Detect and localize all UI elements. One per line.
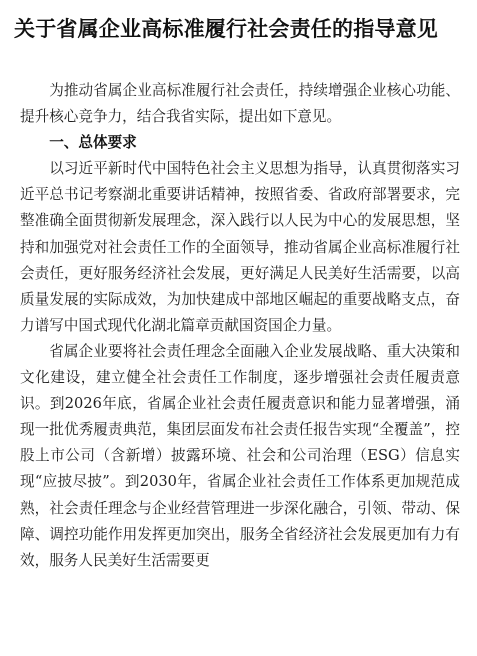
section-heading: 一、总体要求 [49,134,137,152]
document-title: 关于省属企业高标准履行社会责任的指导意见 [14,16,438,41]
body-paragraph: 以习近平新时代中国特色社会主义思想为指导，认真贯彻落实习近平总书记考察湖北重要讲话精神，按照省委、省政府部署要求，完整准确全面贯彻新发展理念，深入践行以人民为中心的发展思想，坚持和加强党对社会责任工作的全面领导，推动省属企业高标准履行社会责任，更好服务经济社会发展，更好满足人民美好生活需要，以高质量发展的实际成效，为加快建成中部地区崛起的重要战略支点，奋力谱写中国式现代化湖北篇章贡献国资国企力量。 [20,160,460,334]
body-paragraph: 省属企业要将社会责任理念全面融入企业发展战略、重大决策和文化建设，建立健全社会责任工作制度，逐步增强社会责任履责意识。到2026年底，省属企业社会责任履责意识和能力显著增强，涌现一批优秀履责典范，集团层面发布社会责任报告实现“全覆盖”，控股上市公司（含新增）披露环境、社会和公司治理（ESG）信息实现“应披尽披”。到2030年，省属企业社会责任工作体系更加规范成熟，社会责任理念与企业经营管理进一步深化融合，引领、带动、保障、调控功能作用发挥更加突出，服务全省经济社会发展更加有力有效，服务人民美好生活需要更 [20,342,460,569]
document-body [20,78,460,574]
intro-paragraph: 为推动省属企业高标准履行社会责任，持续增强企业核心功能、提升核心竞争力，结合我省实际，提出如下意见。 [20,82,460,126]
